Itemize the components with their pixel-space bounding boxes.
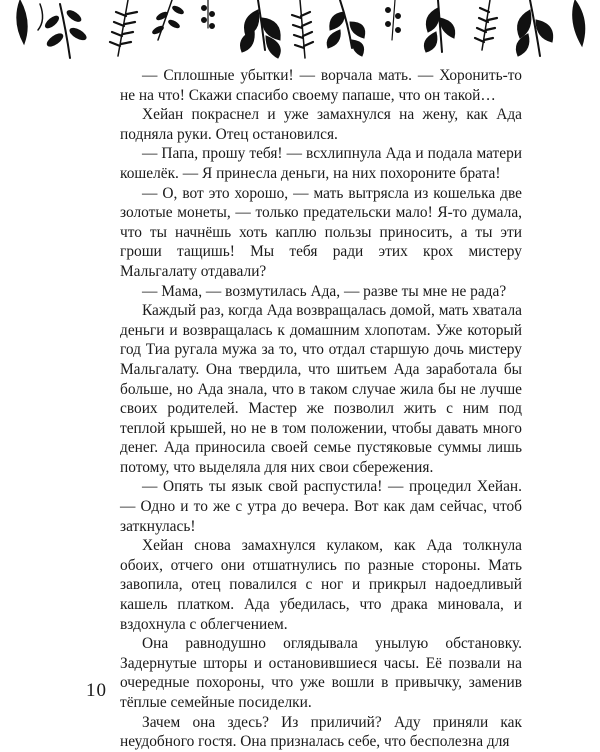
paragraph: — Папа, прошу тебя! — всхлипнула Ада и подала матери кошелёк. — Я принесла деньги, на них похороните брата!: [120, 145, 522, 182]
fern-sprig-icon: [475, 0, 497, 50]
leaf-cluster-icon: [327, 0, 365, 56]
paragraph: — Сплошные убытки! — ворчала мать. — Хоронить-то не на что! Скажи спасибо своему папаше, что он такой…: [120, 67, 522, 104]
page-number: 10: [86, 680, 107, 701]
botanical-leaves-border-icon: [0, 0, 600, 62]
paragraph: Каждый раз, когда Ада возвращалась домой, мать хватала деньги и возвращалась к домашним хлопотам. Уже который год Тиа ругала мужа за то, что отдал старшую дочь мистеру Мальгалату. Она твердила, что шитьем Ада заработала бы больше, но Ада знала, что в таком случае жила бы не лучше своих родителей. Мастер же позволил жить с ним под теплой крышей, но не в том положении, чтобы давать много денег. Ада приносила своей семье пустяковые суммы лишь потому, что выделяла для них свои сбережения.: [120, 302, 522, 476]
fern-sprig-icon: [292, 0, 313, 58]
paragraph: Хейан снова замахнулся кулаком, как Ада толкнула обоих, отчего они отшатнулись по разные стороны. Мать завопила, отец повалился с ног и прикрыл надоедливый кашель платком. Ада убедилась, что драка миновала, и вздохнула с облегчением.: [120, 537, 522, 633]
paragraph: Зачем она здесь? Из приличий? Аду приняли как неудобного гостя. Она призналась себе, что бесполезна для: [120, 713, 522, 751]
hanging-dots-icon: [202, 0, 215, 29]
leaf-cluster-icon: [424, 0, 454, 52]
fern-sprig-icon: [110, 0, 137, 56]
paragraph: Хейан покраснел и уже замахнулся на жену, как Ада подняла руки. Отец остановился.: [120, 106, 522, 143]
large-leaf-cluster-icon: [241, 0, 281, 58]
paragraph: — Мама, — возмутилась Ада, — разве ты мне не рада?: [142, 282, 507, 300]
leaf-sprig-icon: [17, 0, 88, 58]
body-text: [120, 66, 522, 752]
paragraph: — Опять ты язык свой распустила! — процедил Хейан. — Одно и то же с утра до вечера. Вот как дам сейчас, чтоб заткнулась!: [120, 478, 522, 535]
paragraph: Она равнодушно оглядывала унылую обстановку. Задернутые шторы и остановившиеся часы. Её позвали на очередные похороны, что уже вошли в привычку, заменив тёплые семейные посиделки.: [120, 635, 522, 711]
small-sprig-icon: [152, 0, 185, 40]
hanging-dots-icon: [386, 0, 401, 40]
paragraph: — О, вот это хорошо, — мать вытрясла из кошелька две золотые монеты, — только предательски мало! Я-то думала, что ты начнёшь хоть каплю пользы приносить, а ты эти гроши тащишь! Мы тебя ради этих крох мистеру Мальгалату отдавали?: [120, 184, 522, 280]
large-leaf-cluster-icon: [516, 0, 584, 56]
